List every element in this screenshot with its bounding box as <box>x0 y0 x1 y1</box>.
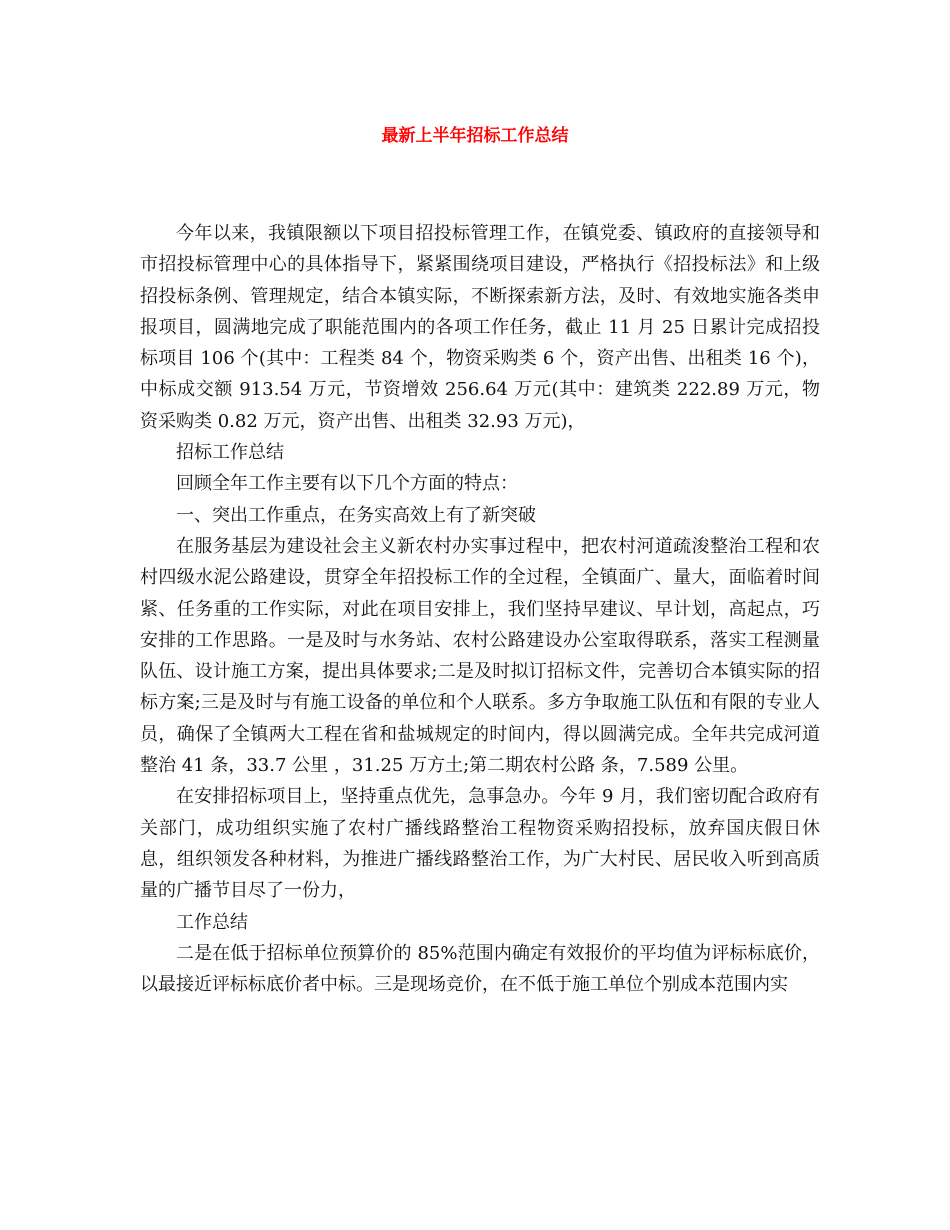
document-title: 最新上半年招标工作总结 <box>381 126 569 146</box>
section-heading-1: 一、突出工作重点，在务实高效上有了新突破 <box>176 504 536 526</box>
document-body <box>140 218 820 1000</box>
review-intro-paragraph: 回顾全年工作主要有以下几个方面的特点： <box>176 473 518 495</box>
heading-work-summary: 工作总结 <box>176 911 248 933</box>
service-paragraph: 在服务基层为建设社会主义新农村办实事过程中，把农村河道疏浚整治工程和农村四级水泥公路建设，贯穿全年招投标工作的全过程，全镇面广、量大，面临着时间紧、任务重的工作实际，对此在项目安排上，我们坚持早建议、早计划，高起点，巧安排的工作思路。一是及时与水务站、农村公路建设办公室取得联系，落实工程测量队伍、设计施工方案，提出具体要求;二是及时拟订招标文件，完善切合本镇实际的招标方案;三是及时与有施工设备的单位和个人联系。多方争取施工队伍和有限的专业人员，确保了全镇两大工程在省和盐城规定的时间内，得以圆满完成。全年共完成河道整治 41 条，33.7 公里 ，31.25 万方土;第二期农村公路 条，7.589 公里。 <box>140 535 820 777</box>
heading-bidding-summary: 招标工作总结 <box>176 442 284 464</box>
evaluation-paragraph: 二是在低于招标单位预算价的 85%范围内确定有效报价的平均值为评标标底价，以最接近评标标底价者中标。三是现场竞价，在不低于施工单位个别成本范围内实 <box>140 942 820 996</box>
priority-paragraph: 在安排招标项目上，坚持重点优先，急事急办。今年 9 月，我们密切配合政府有关部门，成功组织实施了农村广播线路整治工程物资采购招投标，放弃国庆假日休息，组织领发各种材料，为推进广播线路整治工作，为广大村民、居民收入听到高质量的广播节目尽了一份力， <box>140 786 820 902</box>
intro-paragraph: 今年以来，我镇限额以下项目招投标管理工作，在镇党委、镇政府的直接领导和市招投标管理中心的具体指导下，紧紧围绕项目建设，严格执行《招投标法》和上级招投标条例、管理规定，结合本镇实际，不断探索新方法，及时、有效地实施各类申报项目，圆满地完成了职能范围内的各项工作任务，截止 11 月 25 日累计完成招投标项目 106 个(其中：工程类 84 个，物资采购类 6 个，资产出售、出租类 16 个)，中标成交额 913.54 万元，节资增效 256.64 万元(其中：建筑类 222.89 万元，物资采购类 0.82 万元，资产出售、出租类 32.93 万元)， <box>140 223 820 432</box>
